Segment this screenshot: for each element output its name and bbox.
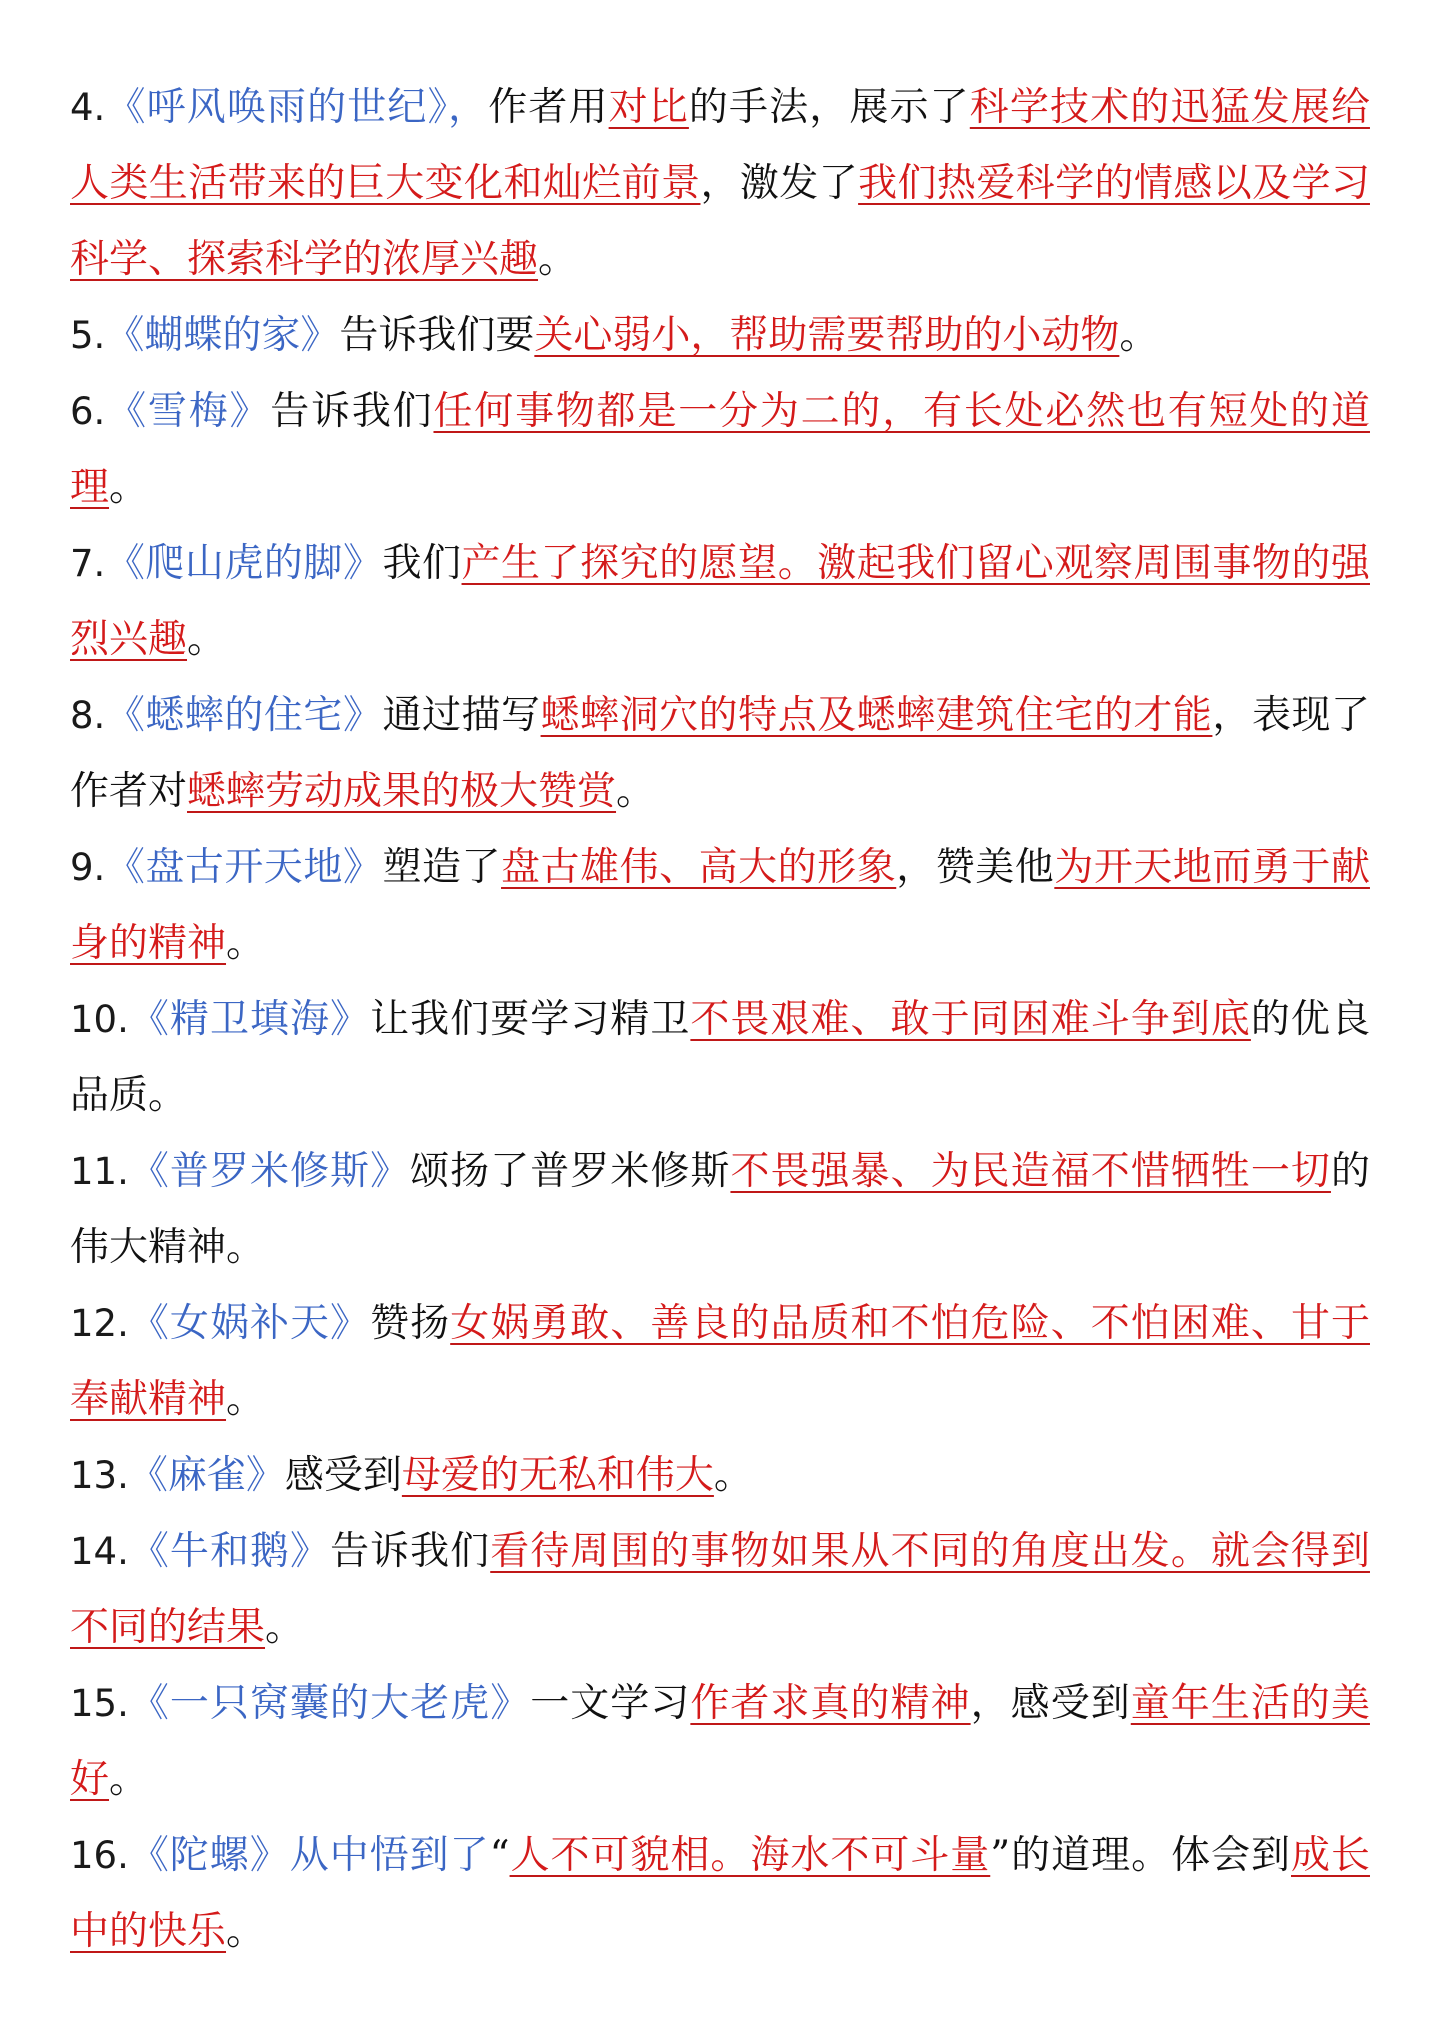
body-text: 。: [109, 1757, 149, 1802]
lesson-title: 《女娲补天》: [128, 1301, 371, 1346]
lesson-title: 《精卫填海》: [128, 997, 371, 1042]
body-text: 通过描写: [382, 693, 541, 738]
body-text: 让我们要学习精卫: [370, 997, 691, 1042]
list-item: [70, 70, 1370, 298]
item-number: 16.: [70, 1834, 129, 1877]
body-text: 。: [226, 1377, 266, 1422]
item-number: 4.: [70, 86, 106, 129]
body-text: ，赞美他: [896, 845, 1055, 890]
body-text: 。: [226, 1909, 266, 1954]
body-text: ，感受到: [970, 1681, 1131, 1726]
highlighted-answer: 为开天地而勇于献身的精神: [70, 845, 1370, 966]
lesson-title: 《陀螺》从中悟到了: [128, 1833, 490, 1878]
body-text: 我们: [382, 541, 462, 586]
lesson-title: 《一只窝囊的大老虎》: [128, 1681, 531, 1726]
body-text: 感受到: [284, 1453, 402, 1498]
body-text: 。: [265, 1605, 305, 1650]
body-text: 。: [1119, 313, 1159, 358]
lesson-title: 《蟋蟀的住宅》: [105, 693, 383, 738]
body-text: 的伟大精神。: [70, 1149, 1370, 1270]
item-number: 8.: [70, 694, 106, 737]
item-number: 12.: [70, 1302, 129, 1345]
highlighted-answer: 不畏强暴、为民造福不惜牺牲一切: [730, 1149, 1331, 1194]
list-item: [70, 1438, 1370, 1514]
body-text: 。: [109, 465, 149, 510]
highlighted-answer: 蟋蟀洞穴的特点及蟋蟀建筑住宅的才能: [540, 693, 1213, 738]
highlighted-answer: 对比: [608, 85, 689, 130]
body-text: 告诉我们要: [339, 313, 535, 358]
lesson-title: 《牛和鹅》: [128, 1529, 331, 1574]
lesson-title: 《普罗米修斯》: [128, 1149, 411, 1194]
lesson-title: 《蝴蝶的家》: [105, 313, 340, 358]
lesson-title: 《雪梅》: [105, 389, 271, 434]
item-number: 9.: [70, 846, 106, 889]
list-item: [70, 1134, 1370, 1286]
body-text: 作者用: [488, 85, 609, 130]
highlighted-answer: 不畏艰难、敢于同困难斗争到底: [690, 997, 1251, 1042]
lesson-title: 《盘古开天地》: [105, 845, 383, 890]
body-text: 。: [538, 237, 578, 282]
highlighted-answer: 关心弱小，帮助需要帮助的小动物: [534, 313, 1120, 358]
list-item: [70, 526, 1370, 678]
highlighted-answer: 我们热爱科学的情感以及学习科学、探索科学的浓厚兴趣: [70, 161, 1370, 282]
body-text: 告诉我们: [330, 1529, 491, 1574]
body-text: “: [489, 1833, 510, 1878]
highlighted-answer: 盘古雄伟、高大的形象: [501, 845, 897, 890]
highlighted-answer: 童年生活的美好: [70, 1681, 1370, 1802]
highlighted-answer: 女娲勇敢、善良的品质和不怕危险、不怕困难、甘于奉献精神: [70, 1301, 1370, 1422]
body-text: ，表现了作者对: [70, 693, 1370, 814]
body-text: 。: [616, 769, 656, 814]
item-number: 11.: [70, 1150, 129, 1193]
body-text: 颂扬了普罗米修斯: [410, 1149, 731, 1194]
highlighted-answer: 作者求真的精神: [690, 1681, 971, 1726]
body-text: 。: [187, 617, 227, 662]
body-text: 。: [713, 1453, 753, 1498]
body-text: 告诉我们: [270, 389, 434, 434]
body-text: ，激发了: [700, 161, 859, 206]
item-number: 10.: [70, 998, 129, 1041]
item-number: 5.: [70, 314, 106, 357]
highlighted-answer: 科学技术的迅猛发展给人类生活带来的巨大变化和灿烂前景: [70, 85, 1370, 206]
highlighted-answer: 成长中的快乐: [70, 1833, 1370, 1954]
item-number: 15.: [70, 1682, 129, 1725]
item-number: 13.: [70, 1454, 129, 1497]
list-item: [70, 1514, 1370, 1666]
body-text: 一文学习: [530, 1681, 691, 1726]
highlighted-answer: 母爱的无私和伟大: [401, 1453, 714, 1498]
highlighted-answer: 蟋蟀劳动成果的极大赞赏: [187, 769, 617, 814]
item-number: 7.: [70, 542, 106, 585]
highlighted-answer: 任何事物都是一分为二的，有长处必然也有短处的道理: [70, 389, 1370, 510]
body-text: 的优良品质。: [70, 997, 1370, 1118]
body-text: 塑造了: [382, 845, 502, 890]
list-item: [70, 1666, 1370, 1818]
item-number: 6.: [70, 390, 106, 433]
highlighted-answer: 产生了探究的愿望。激起我们留心观察周围事物的强烈兴趣: [70, 541, 1370, 662]
list-item: [70, 678, 1370, 830]
body-text: 的手法，展示了: [688, 85, 970, 130]
highlighted-answer: 人不可貌相。海水不可斗量: [509, 1833, 991, 1878]
list-item: [70, 374, 1370, 526]
list-item: [70, 830, 1370, 982]
lesson-title: 《呼风唤雨的世纪》，: [105, 85, 489, 130]
list-item: [70, 1286, 1370, 1438]
document-page: [70, 70, 1370, 1970]
body-text: ”的道理。体会到: [990, 1833, 1291, 1878]
lesson-title: 《麻雀》: [128, 1453, 285, 1498]
item-number: 14.: [70, 1530, 129, 1573]
highlighted-answer: 看待周围的事物如果从不同的角度出发。就会得到不同的结果: [70, 1529, 1370, 1650]
list-item: [70, 982, 1370, 1134]
body-text: 。: [226, 921, 266, 966]
body-text: 赞扬: [370, 1301, 451, 1346]
lesson-title: 《爬山虎的脚》: [105, 541, 383, 586]
list-item: [70, 298, 1370, 374]
list-item: [70, 1818, 1370, 1970]
